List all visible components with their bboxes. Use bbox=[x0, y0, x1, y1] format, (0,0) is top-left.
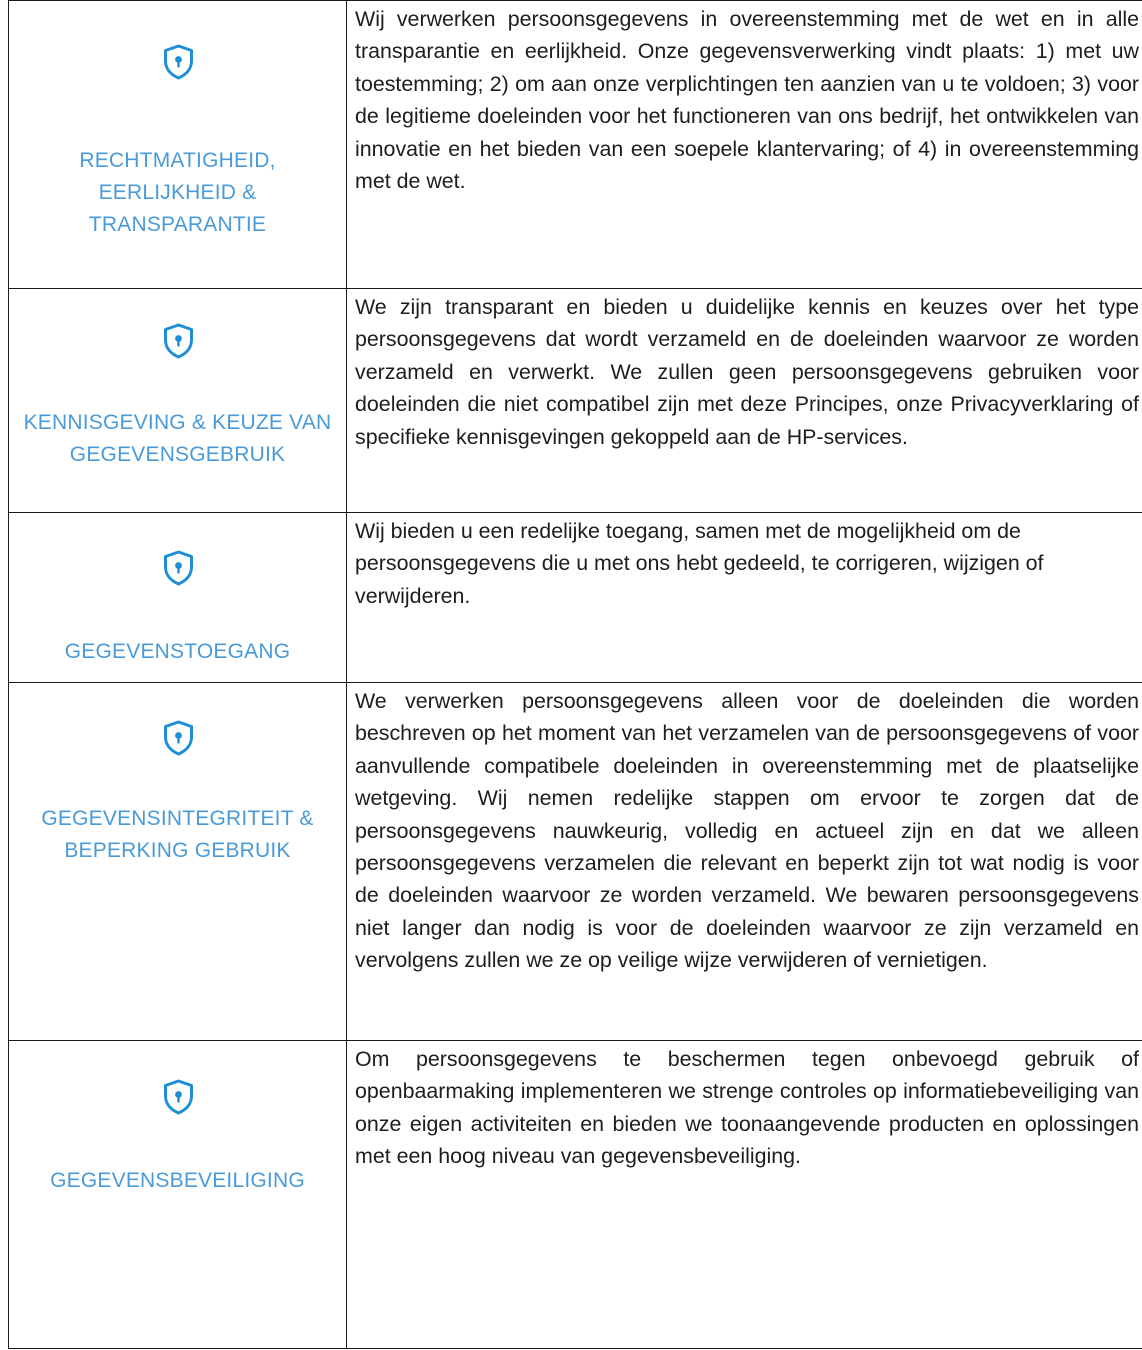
principle-title: GEGEVENSINTEGRITEIT & BEPERKING GEBRUIK bbox=[41, 807, 314, 862]
table-row bbox=[9, 1, 1142, 289]
shield-keyhole-icon bbox=[163, 323, 194, 359]
principle-label-cell bbox=[9, 513, 347, 683]
shield-keyhole-icon bbox=[163, 44, 194, 80]
principle-title: RECHTMATIGHEID, EERLIJKHEID & TRANSPARANTIE bbox=[79, 149, 276, 236]
table-row bbox=[9, 289, 1142, 513]
principle-description: Wij bieden u een redelijke toegang, samen met de mogelijkheid om de persoonsgegevens die u met ons hebt gedeeld, te corrigeren, wijzigen of verwijderen. bbox=[355, 519, 1044, 608]
principle-title: KENNISGEVING & KEUZE VAN GEGEVENSGEBRUIK bbox=[23, 411, 332, 466]
principle-description: We zijn transparant en bieden u duidelijke kennis en keuzes over het type persoonsgegevens dat wordt verzameld en de doeleinden waarvoor ze worden verzameld en verwerkt. We zullen geen persoonsgegevens gebruiken voor doeleinden die niet compatibel zijn met deze Principes, onze Privacyverklaring of specifieke kennisgevingen gekoppeld aan de HP-services. bbox=[355, 295, 1139, 449]
table-row bbox=[9, 513, 1142, 683]
privacy-principles-table bbox=[8, 0, 1142, 1349]
principle-description: Wij verwerken persoonsgegevens in overeenstemming met de wet en in alle transparantie en eerlijkheid. Onze gegevensverwerking vindt plaats: 1) met uw toestemming; 2) om aan onze verplichtingen ten aanzien van u te voldoen; 3) voor de legitieme doeleinden voor het functioneren van ons bedrijf, het ontwikkelen van innovatie en het bieden van een soepele klantervaring; of 4) in overeenstemming met de wet. bbox=[355, 7, 1139, 194]
principle-description: Om persoonsgegevens te beschermen tegen onbevoegd gebruik of openbaarmaking implementeren we strenge controles op informatiebeveiliging van onze eigen activiteiten en bieden we toonaangevende producten en oplossingen met een hoog niveau van gegevensbeveiliging. bbox=[355, 1047, 1139, 1169]
principle-title: GEGEVENSBEVEILIGING bbox=[50, 1169, 305, 1192]
principle-description-cell bbox=[347, 513, 1142, 683]
principle-title: GEGEVENSTOEGANG bbox=[64, 640, 291, 663]
shield-keyhole-icon bbox=[163, 550, 194, 586]
principle-label-cell bbox=[9, 289, 347, 513]
principle-description-cell bbox=[347, 289, 1142, 513]
principle-description-cell bbox=[347, 683, 1142, 1041]
principle-description-cell bbox=[347, 1, 1142, 289]
principle-label-cell bbox=[9, 1, 347, 289]
principle-label-cell bbox=[9, 683, 347, 1041]
table-row bbox=[9, 1041, 1142, 1349]
shield-keyhole-icon bbox=[163, 720, 194, 756]
principle-label-cell bbox=[9, 1041, 347, 1349]
table-row bbox=[9, 683, 1142, 1041]
shield-keyhole-icon bbox=[163, 1079, 194, 1115]
principle-description-cell bbox=[347, 1041, 1142, 1349]
principle-description: We verwerken persoonsgegevens alleen voor de doeleinden die worden beschreven op het moment van het verzamelen van de persoonsgegevens of voor aanvullende compatibele doeleinden in overeenstemming met de plaatselijke wetgeving. Wij nemen redelijke stappen om ervoor te zorgen dat de persoonsgegevens nauwkeurig, volledig en actueel zijn en dat we alleen persoonsgegevens verzamelen die relevant en beperkt zijn tot wat nodig is voor de doeleinden waarvoor ze worden verzameld. We bewaren persoonsgegevens niet langer dan nodig is voor de doeleinden waarvoor ze zijn verzameld en vervolgens zullen we ze op veilige wijze verwijderen of vernietigen. bbox=[355, 689, 1139, 973]
